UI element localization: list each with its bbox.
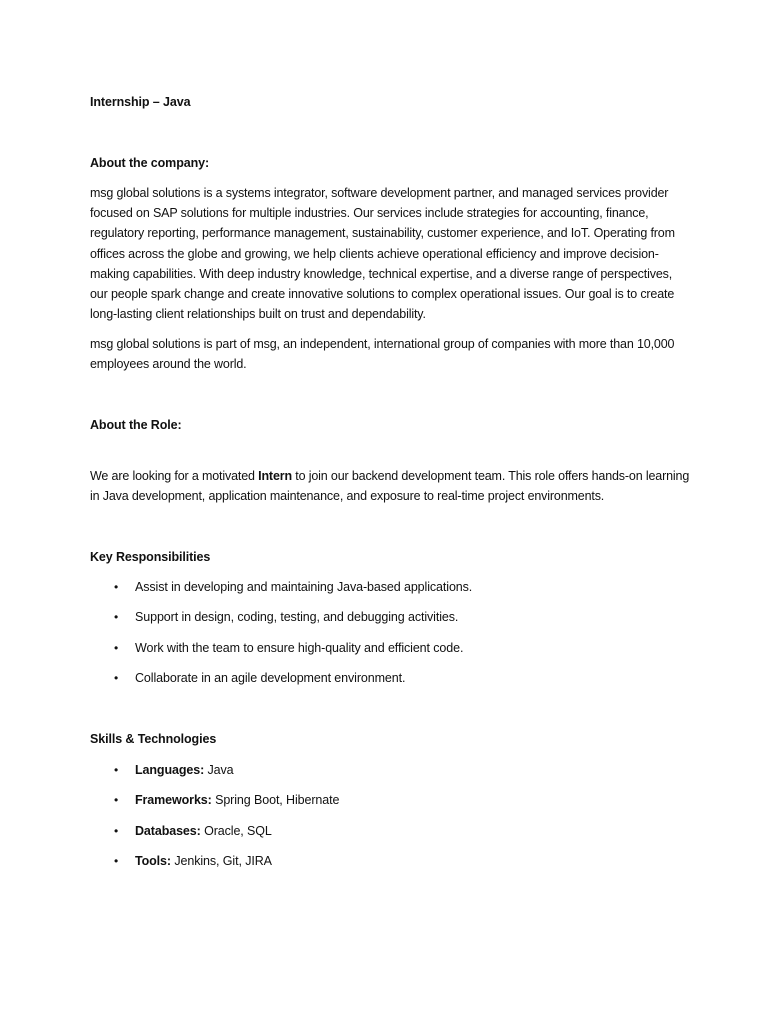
list-item [90,851,339,881]
list-item-text: Support in design, coding, testing, and debugging activities. [135,610,459,625]
skill-value: Oracle, SQL [200,823,272,838]
bullet-icon: • [114,640,119,655]
skill-value: Spring Boot, Hibernate [211,793,340,808]
list-item-text: Assist in developing and maintaining Java-based applications. [135,580,473,594]
skill-label: Databases: [135,823,201,838]
about-company-paragraph-1: msg global solutions is a systems integrator, software development partner, and managed services provider focused on SAP solutions for multiple industries. Our services include strategies for accounting, finance, regulatory reporting, performance management, sustainability, customer experience, and IoT. Operating from offices across the globe and growing, we help clients achieve operational efficiency and improve decision-making capabilities. With deep industry knowledge, technical expertise, and a diverse range of perspectives, our people spark change and create innovative solutions to complex operational issues. Our goal is to create long-lasting client relationships built on trust and dependability. [90,186,675,322]
list-item [90,668,472,698]
responsibilities-list [90,577,472,698]
list-item-text: Work with the team to ensure high-quality and efficient code. [135,640,464,655]
skill-label: Languages: [135,763,205,777]
list-item [90,790,339,820]
list-item-text: Collaborate in an agile development environment. [135,670,406,685]
about-company-paragraph-2: msg global solutions is part of msg, an independent, international group of companies with more than 10,000 employees around the world. [90,337,675,372]
bullet-icon: • [114,763,119,777]
about-role-text-end: to join our backend development team. This role offers hands-on learning in Java development, application maintenance, and exposure to real-time project environments. [90,469,690,504]
bullet-icon: • [114,610,119,625]
responsibilities-heading: Key Responsibilities [90,550,211,564]
about-role-heading: About the Role: [90,418,182,432]
skill-value: Jenkins, Git, JIRA [170,853,272,868]
bullet-icon: • [114,853,119,868]
bullet-icon: • [114,823,119,838]
skill-value: Java [204,763,234,777]
skills-list [90,760,339,881]
list-item [90,577,472,607]
list-item [90,607,472,637]
skills-heading: Skills & Technologies [90,732,217,746]
page-title: Internship – Java [90,95,191,109]
bullet-icon: • [114,670,119,685]
skill-label: Tools: [135,853,171,868]
about-role-text-start: We are looking for a motivated [90,469,259,483]
list-item [90,760,339,790]
about-company-heading: About the company: [90,156,210,170]
bullet-icon: • [114,580,119,594]
skill-label: Frameworks: [135,793,212,808]
list-item [90,638,472,668]
bullet-icon: • [114,793,119,808]
about-role-intern-emphasis: Intern [258,469,292,483]
list-item [90,821,339,851]
about-role-paragraph [90,466,690,506]
